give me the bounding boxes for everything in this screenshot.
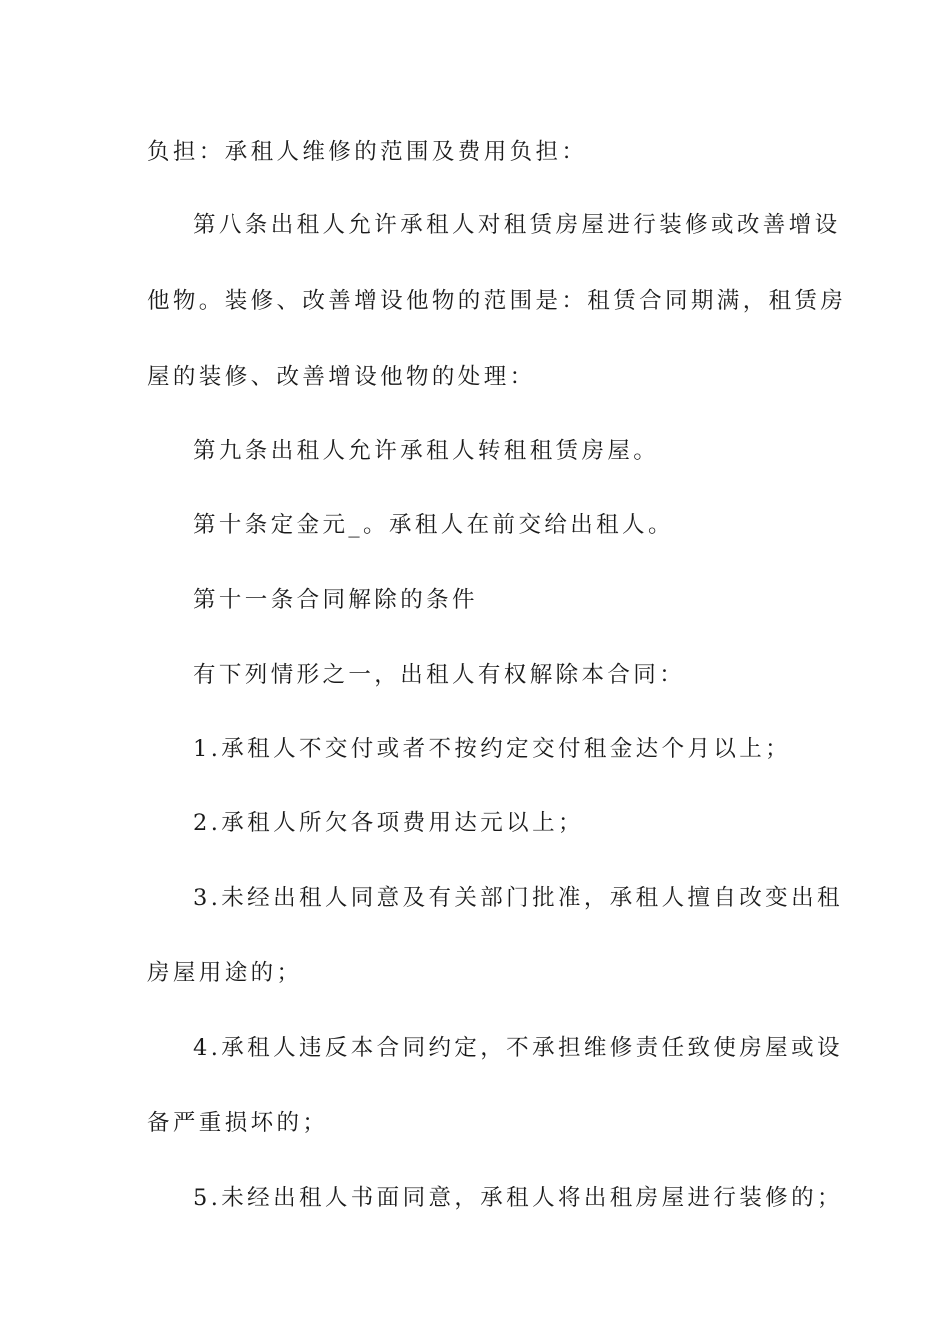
text-line: 第十条定金元_。承租人在前交给出租人。: [193, 512, 674, 538]
text-line: 备严重损坏的；: [147, 1110, 329, 1136]
list-item: 1.承租人不交付或者不按约定交付租金达个月以上；: [193, 736, 792, 762]
text-line: 第九条出租人允许承租人转租租赁房屋。: [193, 438, 660, 464]
list-item: 2.承租人所欠各项费用达元以上；: [193, 810, 584, 836]
text-line: 房屋用途的；: [147, 960, 303, 986]
list-item: 3.未经出租人同意及有关部门批准，承租人擅自改变出租: [193, 885, 843, 911]
text-line: 负担：承租人维修的范围及费用负担：: [147, 139, 588, 165]
section-heading: 第十一条合同解除的条件: [193, 587, 478, 613]
text-line: 屋的装修、改善增设他物的处理：: [147, 364, 536, 390]
text-line: 他物。装修、改善增设他物的范围是：租赁合同期满，租赁房: [147, 288, 847, 314]
list-item: 5.未经出租人书面同意，承租人将出租房屋进行装修的；: [193, 1185, 843, 1211]
list-item: 4.承租人违反本合同约定，不承担维修责任致使房屋或设: [193, 1035, 843, 1061]
text-line: 有下列情形之一，出租人有权解除本合同：: [193, 662, 686, 688]
text-line: 第八条出租人允许承租人对租赁房屋进行装修或改善增设: [193, 212, 841, 238]
